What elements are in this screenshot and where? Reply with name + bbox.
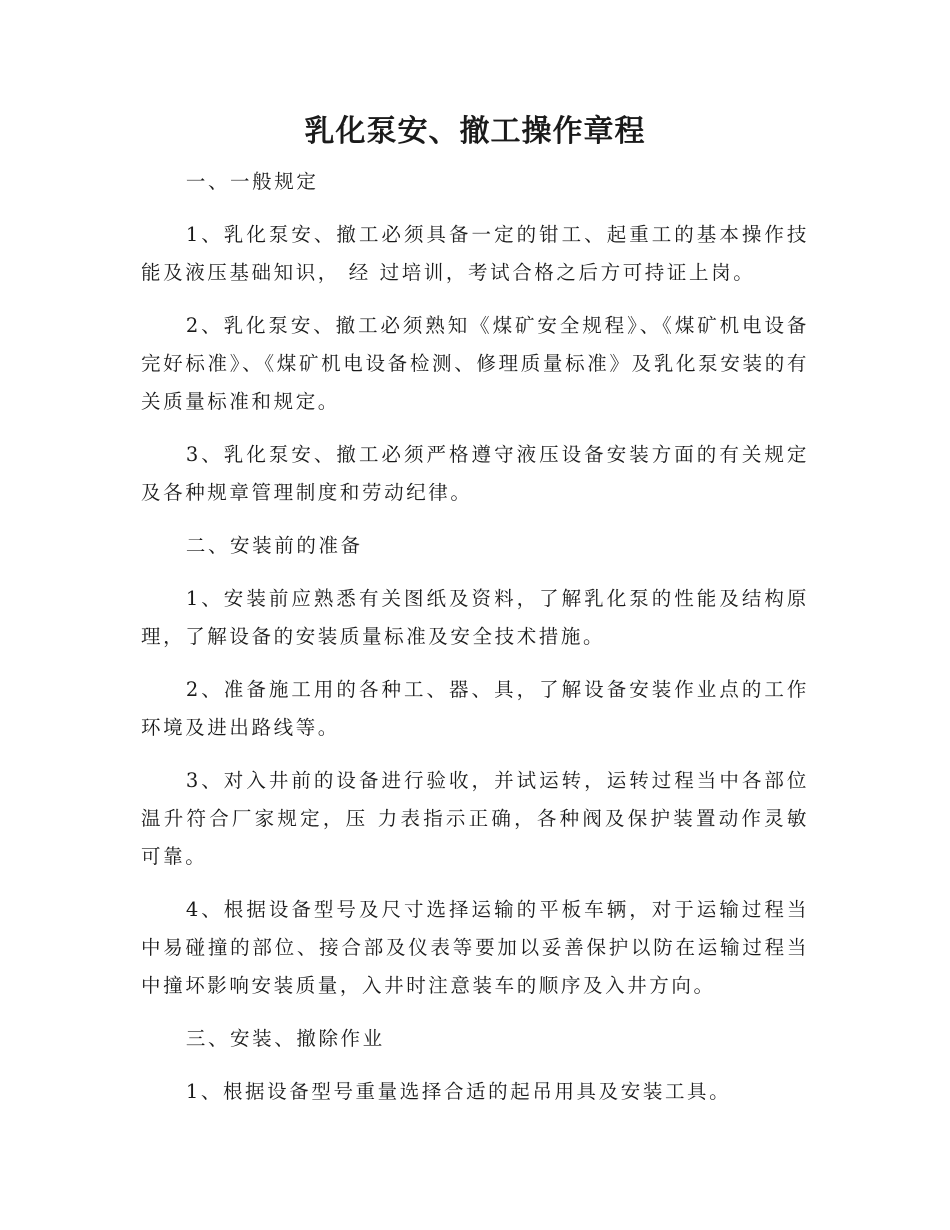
section-heading-installation: 三、安装、撤除作业 — [185, 1027, 385, 1050]
paragraph-preparation-3: 3、对入井前的设备进行验收，并试运转，运转过程当中各部位温升符合厂家规定，压 力表指示正确，各种阀及保护装置动作灵敏可靠。 — [141, 769, 809, 868]
document-title: 乳化泵安、撤工操作章程 — [304, 114, 646, 149]
section-heading-preparation: 二、安装前的准备 — [185, 534, 363, 557]
paragraph-general-2: 2、乳化泵安、撤工必须熟知《煤矿安全规程》、《煤矿机电设备完好标准》、《煤矿机电设备检测、修理质量标准》及乳化泵安装的有关质量标准和规定。 — [141, 314, 809, 413]
section-heading-general: 一、一般规定 — [185, 170, 319, 193]
paragraph-preparation-4: 4、根据设备型号及尺寸选择运输的平板车辆，对于运输过程当中易碰撞的部位、接合部及仪表等要加以妥善保护以防在运输过程当中撞坏影响安装质量，入井时注意装车的顺序及入井方向。 — [141, 898, 809, 997]
paragraph-general-3: 3、乳化泵安、撤工必须严格遵守液压设备安装方面的有关规定及各种规章管理制度和劳动纪律。 — [141, 443, 809, 504]
paragraph-installation-1: 1、根据设备型号重量选择合适的起吊用具及安装工具。 — [185, 1080, 732, 1103]
document-body — [141, 163, 809, 1126]
paragraph-preparation-2: 2、准备施工用的各种工、器、具，了解设备安装作业点的工作环境及进出路线等。 — [141, 678, 809, 739]
paragraph-preparation-1: 1、安装前应熟悉有关图纸及资料，了解乳化泵的性能及结构原理，了解设备的安装质量标准及安全技术措施。 — [141, 587, 809, 648]
paragraph-general-1: 1、乳化泵安、撤工必须具备一定的钳工、起重工的基本操作技能及液压基础知识， 经 过培训，考试合格之后方可持证上岗。 — [141, 223, 809, 284]
